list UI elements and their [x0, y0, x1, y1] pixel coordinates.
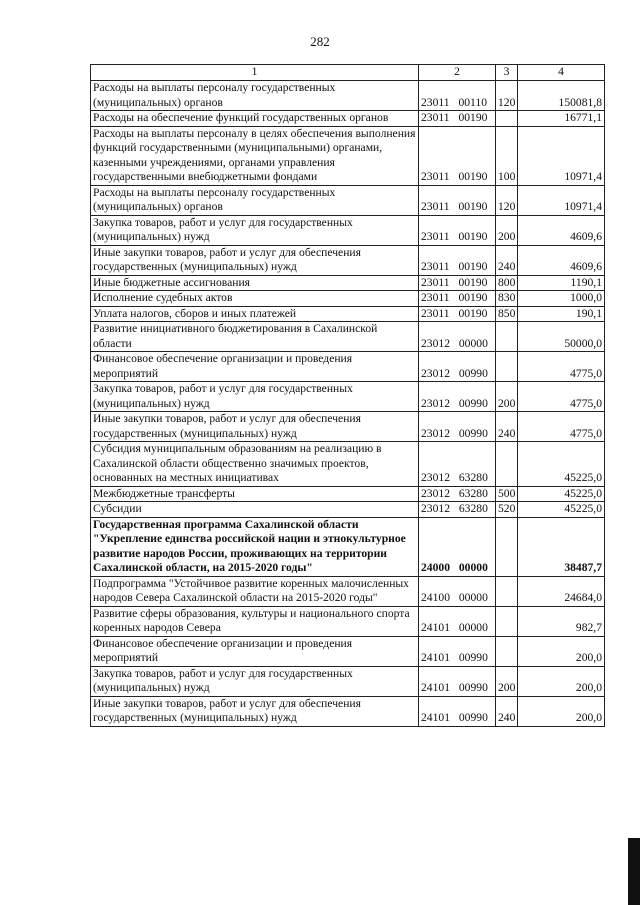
- table-row: [91, 306, 605, 322]
- row-name-cell: Подпрограмма "Устойчивое развитие коренных малочисленных народов Севера Сахалинской области на 2015-2020 годы": [91, 576, 419, 606]
- row-sum-cell: 50000,0: [518, 322, 605, 352]
- row-code-cell: 23011 00190: [419, 215, 496, 245]
- row-sum-cell: 200,0: [518, 636, 605, 666]
- row-code-cell: 24100 00000: [419, 576, 496, 606]
- row-code-cell: 23012 63280: [419, 486, 496, 502]
- row-code-cell: 23012 00990: [419, 412, 496, 442]
- table-row: [91, 412, 605, 442]
- row-code-cell: 24101 00990: [419, 696, 496, 726]
- margin-mark: [628, 838, 640, 905]
- table-row: [91, 215, 605, 245]
- row-name-cell: Расходы на выплаты персоналу в целях обеспечения выполнения функций государственными (муниципальными) органами, казенными учреждениями, органами управления государственными внебюджетными фондами: [91, 126, 419, 185]
- row-name-cell: Финансовое обеспечение организации и проведения мероприятий: [91, 636, 419, 666]
- row-name-cell: Расходы на выплаты персоналу государственных (муниципальных) органов: [91, 81, 419, 111]
- page-number: 282: [310, 34, 330, 49]
- row-type-cell: 800: [496, 275, 518, 291]
- row-sum-cell: 38487,7: [518, 517, 605, 576]
- table-row: [91, 81, 605, 111]
- column-header-type: 3: [496, 65, 518, 81]
- row-code-cell: 23011 00190: [419, 291, 496, 307]
- row-code-cell: 23011 00190: [419, 111, 496, 127]
- row-type-cell: [496, 517, 518, 576]
- row-name-cell: Межбюджетные трансферты: [91, 486, 419, 502]
- row-sum-cell: 4609,6: [518, 215, 605, 245]
- row-sum-cell: 200,0: [518, 666, 605, 696]
- row-sum-cell: 45225,0: [518, 486, 605, 502]
- row-sum-cell: 1000,0: [518, 291, 605, 307]
- row-code-cell: 23012 63280: [419, 442, 496, 487]
- row-type-cell: 850: [496, 306, 518, 322]
- row-code-cell: 23011 00190: [419, 275, 496, 291]
- budget-table: [90, 64, 605, 727]
- row-type-cell: [496, 352, 518, 382]
- row-type-cell: [496, 636, 518, 666]
- row-sum-cell: 1190,1: [518, 275, 605, 291]
- column-header-code: 2: [419, 65, 496, 81]
- row-name-cell: Иные закупки товаров, работ и услуг для обеспечения государственных (муниципальных) нужд: [91, 696, 419, 726]
- row-type-cell: 100: [496, 126, 518, 185]
- row-sum-cell: 45225,0: [518, 502, 605, 518]
- table-row: [91, 486, 605, 502]
- row-sum-cell: 4775,0: [518, 412, 605, 442]
- table-row: [91, 352, 605, 382]
- row-sum-cell: 190,1: [518, 306, 605, 322]
- row-code-cell: 23012 00990: [419, 352, 496, 382]
- row-code-cell: 24101 00000: [419, 606, 496, 636]
- row-type-cell: [496, 111, 518, 127]
- table-row: [91, 442, 605, 487]
- row-type-cell: [496, 322, 518, 352]
- row-sum-cell: 982,7: [518, 606, 605, 636]
- row-code-cell: 24101 00990: [419, 636, 496, 666]
- row-name-cell: Расходы на выплаты персоналу государственных (муниципальных) органов: [91, 185, 419, 215]
- row-code-cell: 23012 00000: [419, 322, 496, 352]
- table-row: [91, 502, 605, 518]
- table-row: [91, 382, 605, 412]
- table-row: [91, 126, 605, 185]
- row-type-cell: [496, 606, 518, 636]
- row-name-cell: Развитие инициативного бюджетирования в Сахалинской области: [91, 322, 419, 352]
- row-code-cell: 23012 00990: [419, 382, 496, 412]
- table-row: [91, 291, 605, 307]
- table-row: [91, 111, 605, 127]
- row-code-cell: 23011 00190: [419, 185, 496, 215]
- row-name-cell: Уплата налогов, сборов и иных платежей: [91, 306, 419, 322]
- table-body: [91, 81, 605, 727]
- row-name-cell: Государственная программа Сахалинской области "Укрепление единства российской нации и этнокультурное развитие народов России, проживающих на территории Сахалинской области, на 2015-2020 годы": [91, 517, 419, 576]
- row-sum-cell: 150081,8: [518, 81, 605, 111]
- row-sum-cell: 16771,1: [518, 111, 605, 127]
- row-name-cell: Закупка товаров, работ и услуг для государственных (муниципальных) нужд: [91, 382, 419, 412]
- row-sum-cell: 10971,4: [518, 126, 605, 185]
- row-type-cell: 120: [496, 81, 518, 111]
- row-name-cell: Закупка товаров, работ и услуг для государственных (муниципальных) нужд: [91, 666, 419, 696]
- row-type-cell: 200: [496, 666, 518, 696]
- row-type-cell: 120: [496, 185, 518, 215]
- row-type-cell: 240: [496, 245, 518, 275]
- row-type-cell: 240: [496, 696, 518, 726]
- row-sum-cell: 4775,0: [518, 382, 605, 412]
- table-row: [91, 576, 605, 606]
- column-header-name: 1: [91, 65, 419, 81]
- row-code-cell: 23012 63280: [419, 502, 496, 518]
- row-type-cell: 830: [496, 291, 518, 307]
- row-name-cell: Иные закупки товаров, работ и услуг для обеспечения государственных (муниципальных) нужд: [91, 245, 419, 275]
- table-row: [91, 275, 605, 291]
- row-type-cell: [496, 576, 518, 606]
- row-sum-cell: 45225,0: [518, 442, 605, 487]
- column-header-sum: 4: [518, 65, 605, 81]
- table-row: [91, 185, 605, 215]
- row-code-cell: 23011 00190: [419, 306, 496, 322]
- table-row: [91, 636, 605, 666]
- row-type-cell: 200: [496, 382, 518, 412]
- table-row: [91, 245, 605, 275]
- row-name-cell: Развитие сферы образования, культуры и национального спорта коренных народов Севера: [91, 606, 419, 636]
- row-sum-cell: 4775,0: [518, 352, 605, 382]
- table-row: [91, 322, 605, 352]
- table-header-row: [91, 65, 605, 81]
- row-sum-cell: 24684,0: [518, 576, 605, 606]
- row-type-cell: 500: [496, 486, 518, 502]
- row-type-cell: 520: [496, 502, 518, 518]
- row-name-cell: Финансовое обеспечение организации и проведения мероприятий: [91, 352, 419, 382]
- row-sum-cell: 10971,4: [518, 185, 605, 215]
- row-code-cell: 24000 00000: [419, 517, 496, 576]
- table-row: [91, 606, 605, 636]
- row-name-cell: Закупка товаров, работ и услуг для государственных (муниципальных) нужд: [91, 215, 419, 245]
- row-type-cell: 240: [496, 412, 518, 442]
- row-type-cell: [496, 442, 518, 487]
- row-code-cell: 23011 00190: [419, 245, 496, 275]
- row-code-cell: 23011 00190: [419, 126, 496, 185]
- table-row: [91, 666, 605, 696]
- row-name-cell: Иные закупки товаров, работ и услуг для обеспечения государственных (муниципальных) нужд: [91, 412, 419, 442]
- row-code-cell: 23011 00110: [419, 81, 496, 111]
- row-sum-cell: 200,0: [518, 696, 605, 726]
- row-name-cell: Исполнение судебных актов: [91, 291, 419, 307]
- table-row: [91, 517, 605, 576]
- row-sum-cell: 4609,6: [518, 245, 605, 275]
- row-name-cell: Расходы на обеспечение функций государственных органов: [91, 111, 419, 127]
- row-name-cell: Субсидия муниципальным образованиям на реализацию в Сахалинской области общественно значимых проектов, основанных на местных инициативах: [91, 442, 419, 487]
- row-code-cell: 24101 00990: [419, 666, 496, 696]
- row-name-cell: Иные бюджетные ассигнования: [91, 275, 419, 291]
- table-row: [91, 696, 605, 726]
- row-type-cell: 200: [496, 215, 518, 245]
- row-name-cell: Субсидии: [91, 502, 419, 518]
